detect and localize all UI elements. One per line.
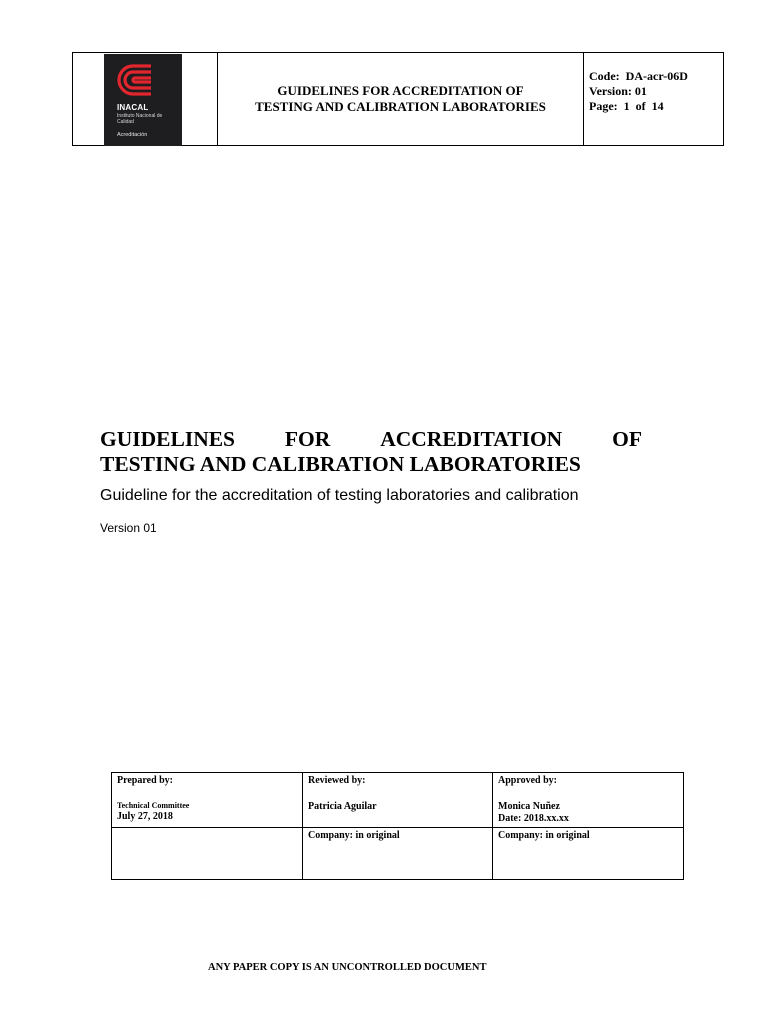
approved-company: Company: in original [498,830,590,841]
title-word: ACCREDITATION [380,427,563,451]
logo-subtitle-text: Instituto Nacional de Calidad [117,113,163,125]
header-meta-cell [584,53,723,145]
uncontrolled-copy-notice: ANY PAPER COPY IS AN UNCONTROLLED DOCUMENT [208,962,487,973]
document-header [72,52,724,146]
approval-row-company [112,828,684,880]
inacal-logo [104,54,182,146]
document-title [100,427,642,477]
approved-by-label: Approved by: [498,775,557,786]
prepared-date: July 27, 2018 [117,811,173,822]
prepared-by-name: Technical Committee [117,801,190,810]
logo-division-text: Acreditación [117,132,148,138]
approved-by-name: Monica Nuñez [498,801,560,812]
header-title-line1: GUIDELINES FOR ACCREDITATION OF [277,83,524,98]
document-code: Code: DA-acr-06D [589,69,688,83]
document-version: Version: 01 [589,84,647,98]
approval-row-names [112,773,684,828]
approval-table [111,772,684,880]
logo-cell [73,53,218,145]
reviewed-by-name: Patricia Aguilar [308,801,377,812]
approved-date: Date: 2018.xx.xx [498,813,569,824]
version-text: Version 01 [100,521,157,535]
reviewed-by-cell [303,773,493,828]
title-word: GUIDELINES [100,427,236,451]
prepared-company-cell [112,828,303,880]
header-title-line2: TESTING AND CALIBRATION LABORATORIES [255,99,546,114]
prepared-by-label: Prepared by: [117,775,174,786]
reviewed-by-label: Reviewed by: [308,775,366,786]
approved-company-cell [493,828,684,880]
reviewed-company: Company: in original [308,830,400,841]
document-subtitle: Guideline for the accreditation of testing laboratories and calibration [100,487,579,504]
title-word: OF [612,427,642,451]
approved-by-cell [493,773,684,828]
page-number: Page: 1 of 14 [589,99,664,113]
header-title-cell [218,53,584,145]
reviewed-company-cell [303,828,493,880]
prepared-by-cell [112,773,303,828]
title-word: FOR [284,427,331,451]
title-line1 [100,427,642,452]
logo-brand-text: INACAL [117,103,149,112]
inacal-logo-icon [111,62,159,98]
title-line2: TESTING AND CALIBRATION LABORATORIES [100,452,581,476]
